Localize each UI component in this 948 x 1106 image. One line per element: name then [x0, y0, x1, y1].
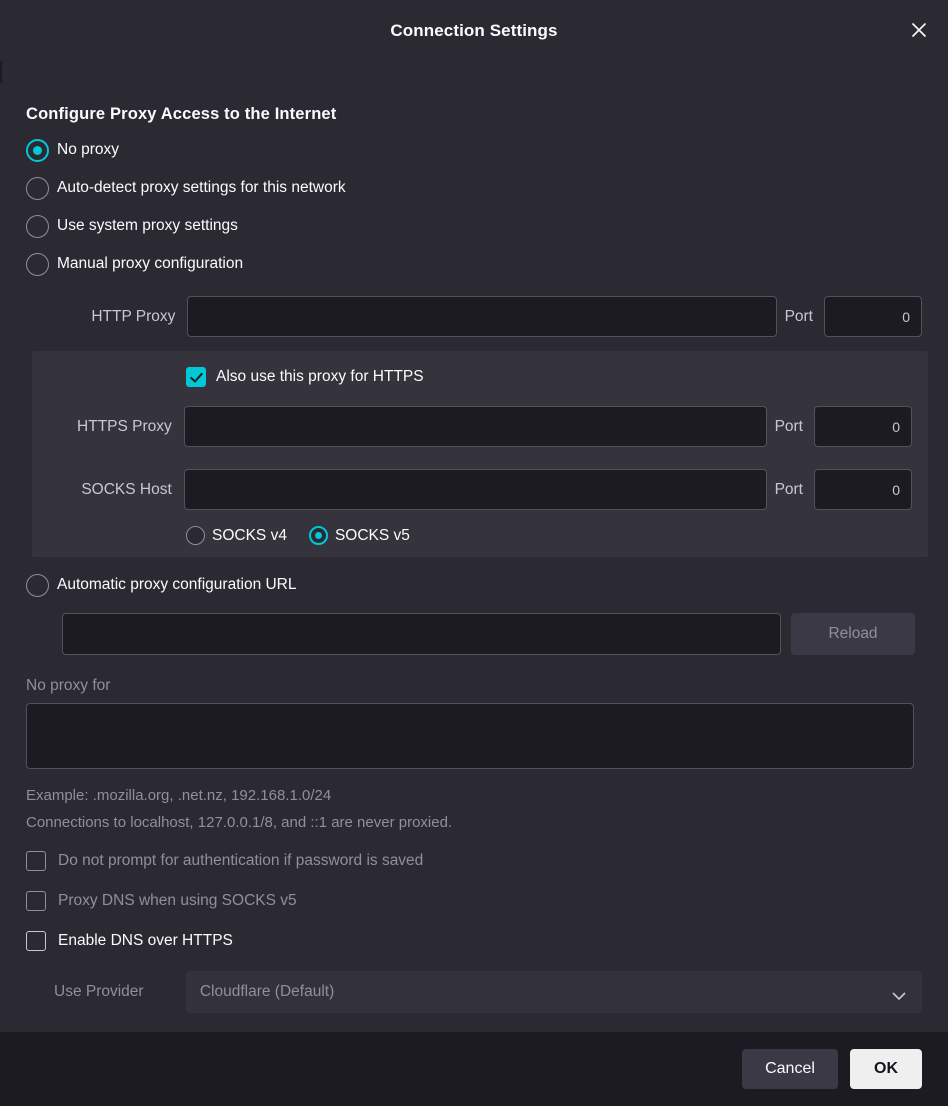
socks-version-row: [186, 526, 912, 545]
label-proxy-dns: Proxy DNS when using SOCKS v5: [58, 892, 297, 909]
option-row-no-auth-prompt[interactable]: [26, 851, 922, 871]
socks-host-row: [48, 469, 912, 510]
no-proxy-example: Example: .mozilla.org, .net.nz, 192.168.1.0/24: [26, 787, 332, 804]
also-https-row[interactable]: [186, 365, 912, 389]
https-port-input[interactable]: [814, 406, 912, 447]
radio-row-system-proxy[interactable]: [26, 214, 922, 238]
radio-auto-detect[interactable]: [26, 177, 49, 200]
also-https-checkbox[interactable]: [186, 367, 206, 387]
no-proxy-for-textarea[interactable]: [26, 703, 914, 769]
radio-label-auto-detect: Auto-detect proxy settings for this network: [57, 179, 346, 196]
doh-provider-label: Use Provider: [54, 983, 144, 1000]
http-proxy-row: [62, 296, 922, 337]
doh-provider-select[interactable]: [186, 971, 922, 1013]
label-enable-doh: Enable DNS over HTTPS: [58, 932, 233, 949]
http-port-input[interactable]: [824, 296, 922, 337]
radio-label-socks-v4: SOCKS v4: [212, 526, 287, 544]
http-port-label: Port: [784, 307, 813, 325]
localhost-note: Connections to localhost, 127.0.0.1/8, and ::1 are never proxied.: [26, 814, 453, 831]
doh-provider-row: [54, 971, 922, 1013]
socks-port-label: Port: [774, 480, 803, 498]
radio-row-pac-url[interactable]: [26, 573, 922, 597]
radio-manual-proxy[interactable]: [26, 253, 49, 276]
socks-port-input[interactable]: [814, 469, 912, 510]
radio-row-auto-detect[interactable]: [26, 176, 922, 200]
https-socks-panel: [32, 351, 928, 557]
http-proxy-label: HTTP Proxy: [91, 307, 176, 325]
https-proxy-label: HTTPS Proxy: [77, 417, 172, 435]
radio-pac-url[interactable]: [26, 574, 49, 597]
close-icon[interactable]: [896, 8, 942, 52]
radio-label-system-proxy: Use system proxy settings: [57, 217, 238, 234]
pac-url-row: [62, 613, 922, 655]
pac-url-input[interactable]: [62, 613, 781, 655]
checkbox-no-auth-prompt[interactable]: [26, 851, 46, 871]
radio-label-no-proxy: No proxy: [57, 141, 120, 158]
socks-host-input[interactable]: [184, 469, 767, 510]
radio-row-manual-proxy[interactable]: [26, 252, 922, 276]
checkbox-proxy-dns[interactable]: [26, 891, 46, 911]
cancel-button[interactable]: Cancel: [742, 1049, 838, 1089]
radio-row-no-proxy[interactable]: [26, 138, 922, 162]
doh-provider-value: Cloudflare (Default): [199, 983, 335, 1000]
radio-system-proxy[interactable]: [26, 215, 49, 238]
chevron-down-icon: [892, 988, 906, 1006]
option-row-proxy-dns[interactable]: [26, 891, 922, 911]
https-proxy-input[interactable]: [184, 406, 767, 447]
radio-label-manual-proxy: Manual proxy configuration: [57, 255, 244, 272]
also-https-label: Also use this proxy for HTTPS: [216, 368, 424, 385]
https-port-label: Port: [774, 417, 803, 435]
window-edge-accent: [0, 61, 2, 83]
radio-socks-v4[interactable]: [186, 526, 205, 545]
reload-button[interactable]: Reload: [791, 613, 915, 655]
checkbox-enable-doh[interactable]: [26, 931, 46, 951]
dialog-title: Connection Settings: [390, 20, 558, 40]
https-proxy-row: [48, 406, 912, 447]
no-proxy-for-label: No proxy for: [26, 677, 111, 694]
radio-label-pac-url: Automatic proxy configuration URL: [57, 576, 297, 593]
socks-host-label: SOCKS Host: [81, 480, 172, 498]
label-no-auth-prompt: Do not prompt for authentication if password is saved: [58, 852, 424, 869]
radio-socks-v5[interactable]: [309, 526, 328, 545]
radio-label-socks-v5: SOCKS v5: [334, 526, 410, 544]
dialog-body: [0, 61, 948, 1106]
dialog-titlebar: [0, 0, 948, 61]
page-title: Configure Proxy Access to the Internet: [26, 105, 337, 123]
option-row-enable-doh[interactable]: [26, 931, 922, 951]
dialog-footer: [0, 1032, 948, 1106]
http-proxy-input[interactable]: [187, 296, 776, 337]
ok-button[interactable]: OK: [850, 1049, 922, 1089]
radio-no-proxy[interactable]: [26, 139, 49, 162]
